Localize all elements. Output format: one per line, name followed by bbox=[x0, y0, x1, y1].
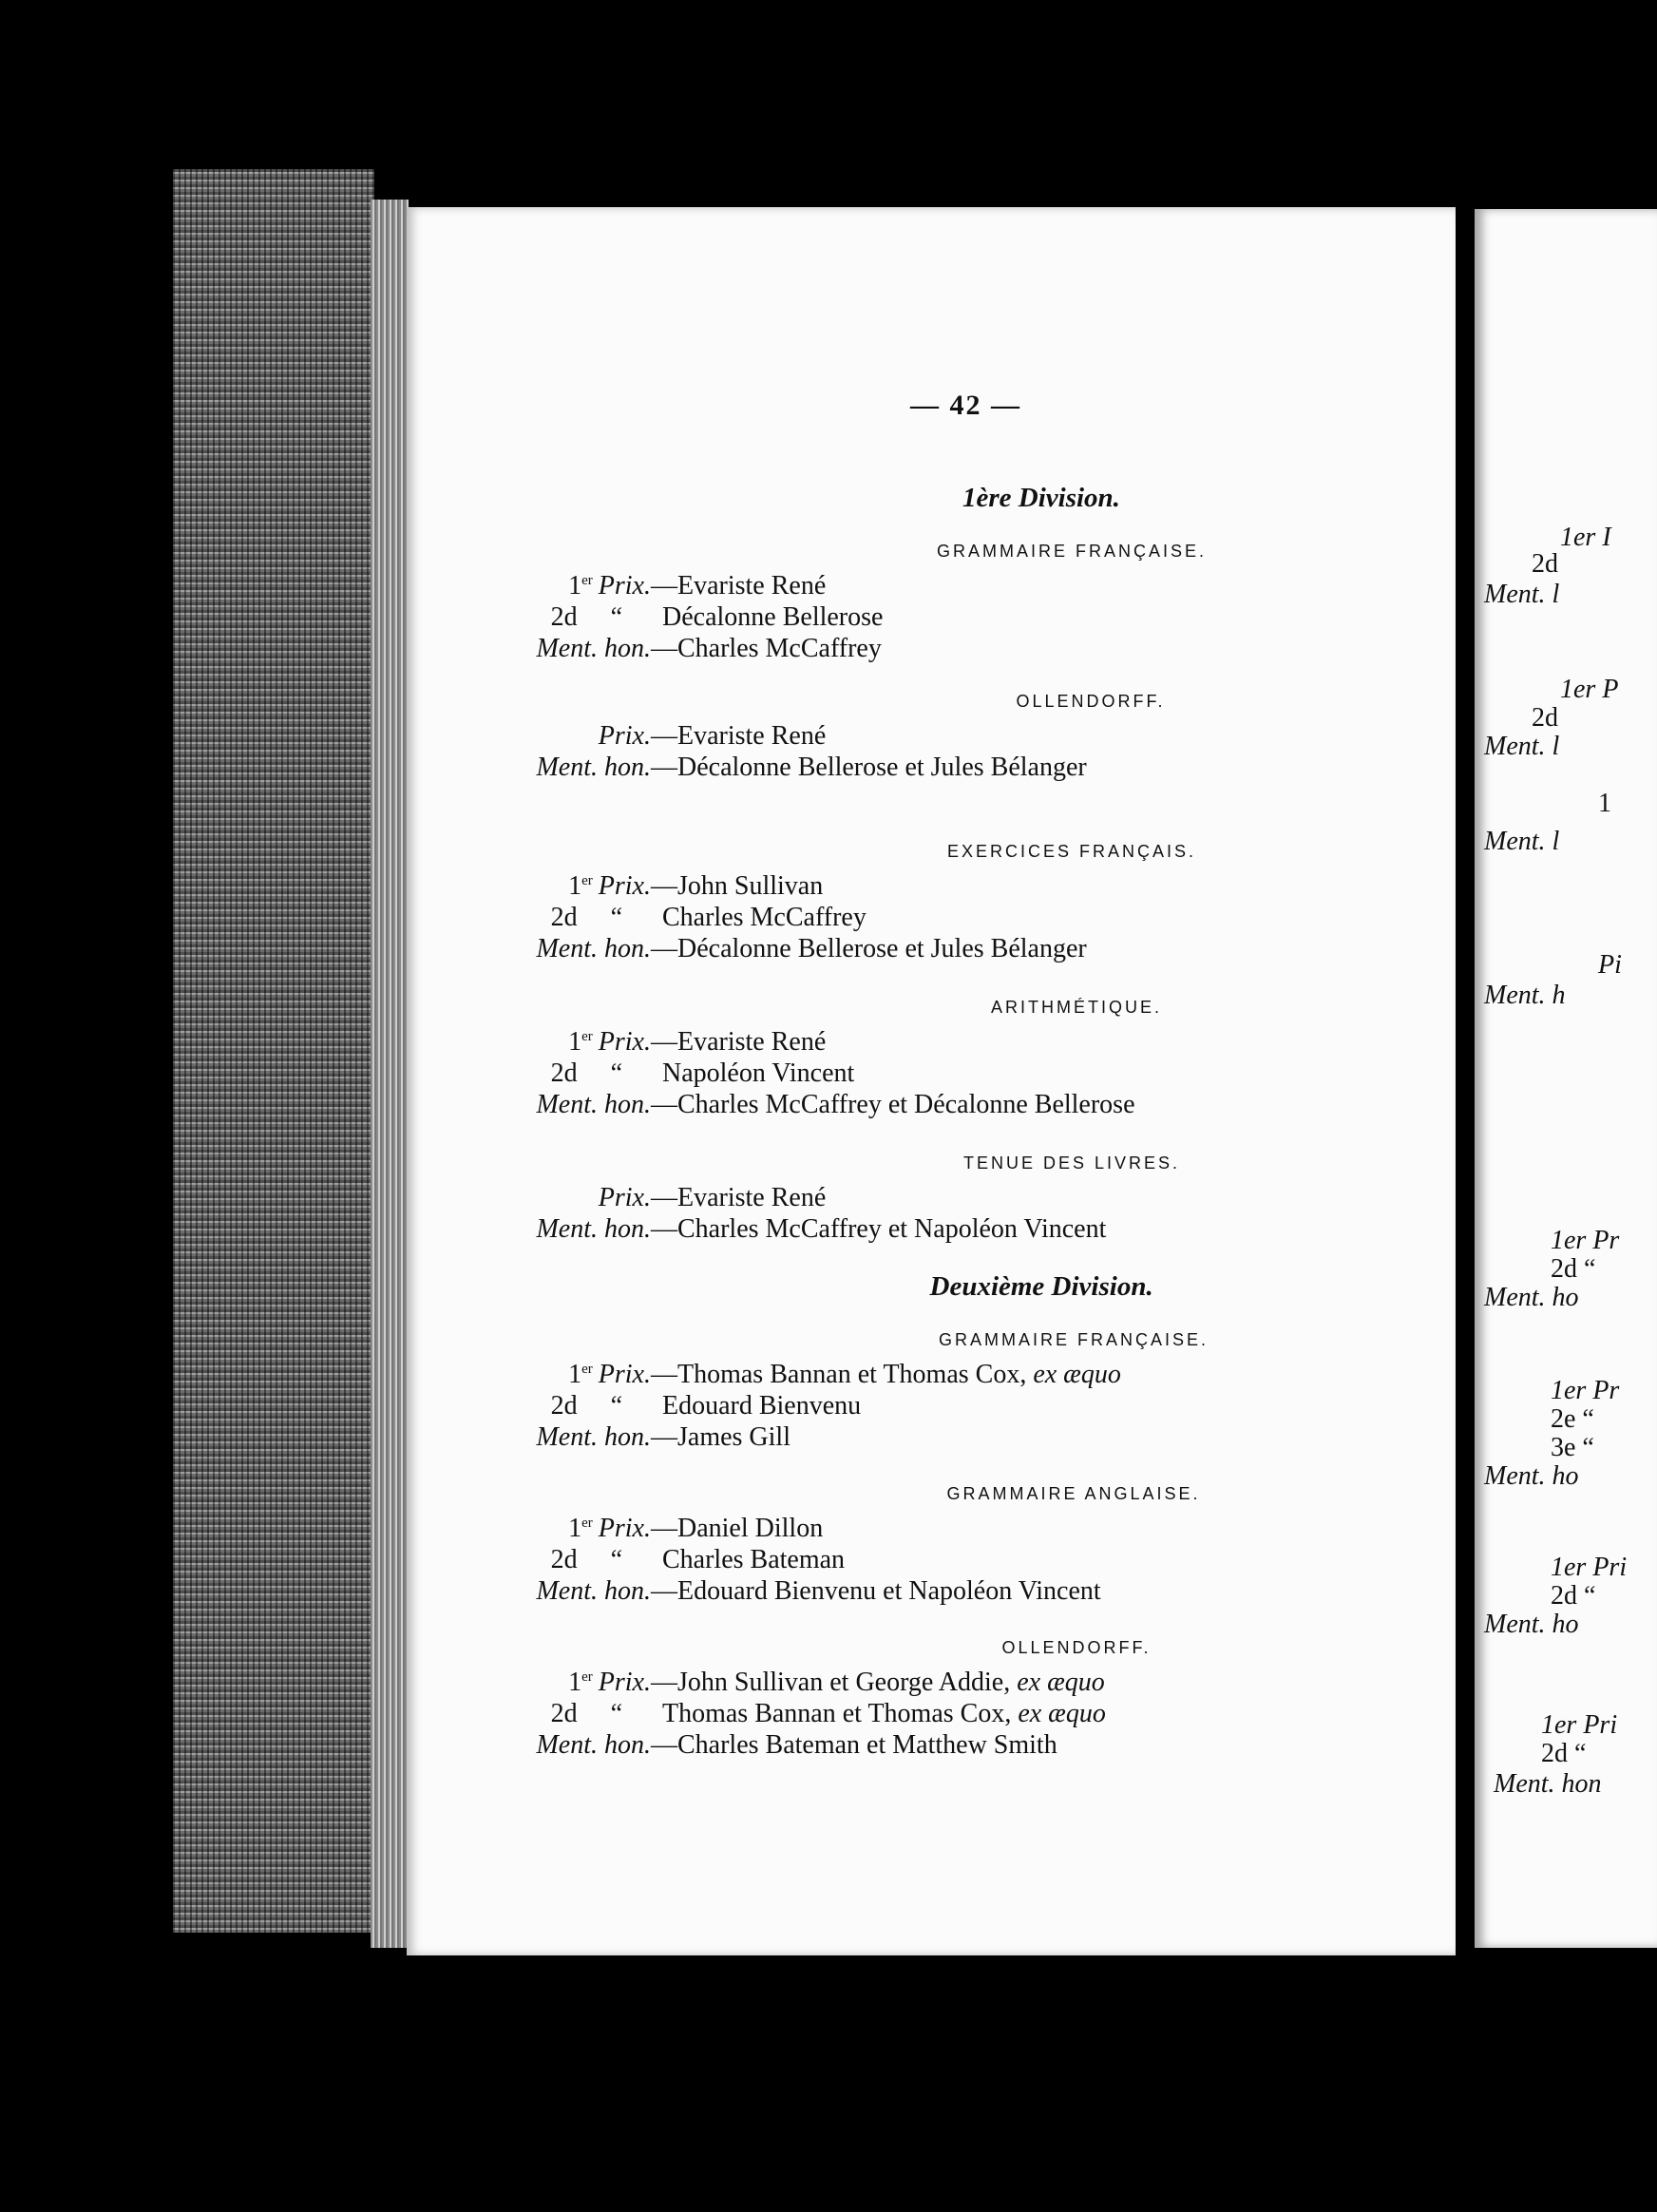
award-recipients bbox=[651, 1359, 1121, 1391]
section-heading: GRAMMAIRE ANGLAISE. bbox=[946, 1484, 1201, 1503]
award-label: Prix. bbox=[598, 721, 651, 751]
award-label: Ment. hon. bbox=[536, 1090, 651, 1119]
award-recipients bbox=[651, 752, 1087, 784]
award-label: Ment. hon. bbox=[536, 753, 651, 782]
section-heading: OLLENDORFF. bbox=[1001, 1638, 1152, 1657]
recipient-text: —Daniel Dillon bbox=[651, 1514, 824, 1543]
award-line bbox=[407, 1667, 1452, 1699]
award-line bbox=[407, 933, 1452, 965]
rank-ordinal: 2d bbox=[550, 1058, 578, 1088]
award-recipients bbox=[651, 1213, 1106, 1246]
award-rank bbox=[568, 1359, 651, 1391]
recipient-text: —Evariste René bbox=[651, 1027, 827, 1057]
award-recipients bbox=[651, 1513, 823, 1545]
award-rank bbox=[599, 720, 651, 753]
right-page-text-fragment: 2d “ bbox=[1551, 1254, 1596, 1284]
right-page-text-fragment: 1er Pri bbox=[1541, 1710, 1618, 1740]
award-line bbox=[407, 1213, 1452, 1246]
award-recipients bbox=[651, 933, 1087, 965]
recipient-text: —Thomas Bannan et Thomas Cox, bbox=[651, 1360, 1027, 1389]
award-recipients bbox=[651, 870, 823, 903]
right-page-text-fragment: 1er Pri bbox=[1551, 1553, 1628, 1582]
rank-ordinal: 2d bbox=[550, 1545, 578, 1574]
section-heading: GRAMMAIRE FRANÇAISE. bbox=[939, 1330, 1209, 1349]
award-label: “ bbox=[610, 1545, 622, 1574]
recipient-text: —John Sullivan bbox=[651, 871, 824, 901]
award-line bbox=[407, 752, 1452, 784]
ex-aequo-note: ex æquo bbox=[1017, 1668, 1105, 1697]
right-page-text-fragment: 2d “ bbox=[1551, 1581, 1596, 1611]
award-rank bbox=[536, 1089, 651, 1121]
award-label: “ bbox=[610, 1391, 622, 1421]
award-label: “ bbox=[610, 1699, 622, 1728]
award-rank bbox=[551, 902, 651, 934]
right-page-text-fragment: Ment. l bbox=[1484, 580, 1560, 609]
recipient-text: Thomas Bannan et Thomas Cox, bbox=[662, 1699, 1012, 1728]
award-line bbox=[407, 1089, 1452, 1121]
award-rank bbox=[551, 1058, 651, 1090]
award-line bbox=[407, 1513, 1452, 1545]
right-page-text-fragment: Ment. l bbox=[1484, 827, 1560, 856]
right-page-text-fragment: 1er I bbox=[1560, 523, 1611, 552]
rank-superscript: er bbox=[581, 1361, 593, 1377]
award-recipients bbox=[651, 1058, 854, 1090]
right-page-fragment bbox=[1475, 209, 1657, 1948]
book-page-stack bbox=[173, 169, 374, 1933]
right-page-text-fragment: 2d bbox=[1532, 549, 1558, 579]
section-heading: EXERCICES FRANÇAIS. bbox=[947, 842, 1197, 861]
right-page-text-fragment: Pi bbox=[1598, 950, 1622, 980]
recipient-text: —Evariste René bbox=[651, 571, 827, 601]
rank-superscript: er bbox=[581, 1515, 593, 1531]
right-page-text-fragment: 1 bbox=[1598, 789, 1611, 818]
award-recipients bbox=[651, 720, 826, 753]
recipient-text: —Evariste René bbox=[651, 721, 827, 751]
rank-ordinal: 2d bbox=[550, 1699, 578, 1728]
rank-ordinal: 1 bbox=[568, 1668, 582, 1697]
award-label: “ bbox=[610, 602, 622, 632]
award-line bbox=[407, 1575, 1452, 1608]
award-label: “ bbox=[610, 903, 622, 932]
award-rank bbox=[599, 1182, 651, 1214]
award-rank bbox=[536, 752, 651, 784]
recipient-text: —Charles McCaffrey bbox=[651, 634, 882, 663]
recipient-text: —Edouard Bienvenu et Napoléon Vincent bbox=[651, 1576, 1101, 1606]
award-line bbox=[407, 1026, 1452, 1058]
award-rank bbox=[551, 1544, 651, 1576]
right-page-text-fragment: 2e “ bbox=[1551, 1404, 1594, 1434]
right-page-text-fragment: Ment. h bbox=[1484, 981, 1566, 1010]
award-label: Ment. hon. bbox=[536, 634, 651, 663]
award-recipients bbox=[651, 902, 867, 934]
rank-superscript: er bbox=[581, 1669, 593, 1685]
award-label: Ment. hon. bbox=[536, 934, 651, 963]
award-rank bbox=[551, 1698, 651, 1730]
award-label: “ bbox=[610, 1058, 622, 1088]
right-page-text-fragment: 1er Pr bbox=[1551, 1376, 1620, 1405]
award-label: Prix. bbox=[598, 571, 651, 601]
award-rank bbox=[568, 570, 651, 602]
award-line bbox=[407, 1729, 1452, 1762]
award-line bbox=[407, 1390, 1452, 1422]
award-recipients bbox=[651, 1729, 1057, 1762]
right-page-text-fragment: 2d “ bbox=[1541, 1739, 1587, 1768]
right-page-text-fragment: 2d bbox=[1532, 703, 1558, 733]
right-page-text-fragment: 1er P bbox=[1560, 675, 1619, 704]
recipient-text: Napoléon Vincent bbox=[662, 1058, 855, 1088]
award-recipients bbox=[651, 1698, 1106, 1730]
right-page-text-fragment: 3e “ bbox=[1551, 1433, 1594, 1462]
award-rank bbox=[568, 1513, 651, 1545]
award-label: Prix. bbox=[598, 871, 651, 901]
award-line bbox=[407, 1421, 1452, 1454]
recipient-text: —Charles McCaffrey et Napoléon Vincent bbox=[651, 1214, 1107, 1244]
award-recipients bbox=[651, 1390, 861, 1422]
section-heading: OLLENDORFF. bbox=[1016, 692, 1166, 711]
award-rank bbox=[551, 1390, 651, 1422]
award-line bbox=[407, 870, 1452, 903]
recipient-text: —Décalonne Bellerose et Jules Bélanger bbox=[651, 934, 1087, 963]
right-page-text-fragment: 1er Pr bbox=[1551, 1226, 1620, 1255]
award-recipients bbox=[651, 1575, 1101, 1608]
rank-superscript: er bbox=[581, 1028, 593, 1044]
recipient-text: Charles McCaffrey bbox=[662, 903, 867, 932]
recipient-text: Charles Bateman bbox=[662, 1545, 846, 1574]
page-edge bbox=[371, 200, 409, 1948]
award-label: Ment. hon. bbox=[536, 1730, 651, 1760]
award-line bbox=[407, 1359, 1452, 1391]
award-rank bbox=[536, 633, 651, 665]
award-rank bbox=[568, 1026, 651, 1058]
award-line bbox=[407, 633, 1452, 665]
award-label: Prix. bbox=[598, 1183, 651, 1212]
section-heading: ARITHMÉTIQUE. bbox=[991, 998, 1163, 1017]
recipient-text: —Charles Bateman et Matthew Smith bbox=[651, 1730, 1057, 1760]
award-recipients bbox=[651, 1421, 790, 1454]
rank-ordinal: 1 bbox=[568, 571, 582, 601]
right-page-text-fragment: Ment. ho bbox=[1484, 1610, 1579, 1639]
section-heading: TENUE DES LIVRES. bbox=[963, 1154, 1181, 1173]
award-rank bbox=[536, 1729, 651, 1762]
award-recipients bbox=[651, 1667, 1105, 1699]
award-recipients bbox=[651, 1089, 1135, 1121]
ex-aequo-note: ex æquo bbox=[1033, 1360, 1121, 1389]
rank-ordinal: 2d bbox=[550, 1391, 578, 1421]
rank-ordinal: 1 bbox=[568, 871, 582, 901]
award-rank bbox=[536, 1421, 651, 1454]
rank-ordinal: 1 bbox=[568, 1514, 582, 1543]
award-label: Prix. bbox=[598, 1027, 651, 1057]
left-page bbox=[407, 207, 1456, 1955]
ex-aequo-note: ex æquo bbox=[1018, 1699, 1106, 1728]
award-label: Ment. hon. bbox=[536, 1214, 651, 1244]
award-recipients bbox=[651, 601, 883, 634]
rank-ordinal: 1 bbox=[568, 1360, 582, 1389]
division-title: Deuxième Division. bbox=[929, 1271, 1153, 1302]
award-rank bbox=[551, 601, 651, 634]
division-title: 1ère Division. bbox=[962, 483, 1120, 513]
award-line bbox=[407, 720, 1452, 753]
award-line bbox=[407, 1058, 1452, 1090]
rank-ordinal: 2d bbox=[550, 602, 578, 632]
award-recipients bbox=[651, 633, 882, 665]
right-page-text-fragment: Ment. ho bbox=[1484, 1283, 1579, 1312]
award-rank bbox=[568, 870, 651, 903]
right-page-text-fragment: Ment. ho bbox=[1484, 1461, 1579, 1491]
recipient-text: —Décalonne Bellerose et Jules Bélanger bbox=[651, 753, 1087, 782]
recipient-text: Décalonne Bellerose bbox=[662, 602, 884, 632]
award-label: Prix. bbox=[598, 1668, 651, 1697]
right-page-text-fragment: Ment. hon bbox=[1494, 1769, 1602, 1799]
recipient-text: —Charles McCaffrey et Décalonne Bellerose bbox=[651, 1090, 1135, 1119]
award-label: Ment. hon. bbox=[536, 1422, 651, 1452]
rank-superscript: er bbox=[581, 872, 593, 888]
right-page-text-fragment: Ment. l bbox=[1484, 732, 1560, 761]
award-rank bbox=[536, 933, 651, 965]
award-line bbox=[407, 601, 1452, 634]
rank-ordinal: 1 bbox=[568, 1027, 582, 1057]
award-rank bbox=[536, 1575, 651, 1608]
award-label: Prix. bbox=[598, 1514, 651, 1543]
section-heading: GRAMMAIRE FRANÇAISE. bbox=[937, 542, 1208, 561]
award-recipients bbox=[651, 1182, 826, 1214]
award-recipients bbox=[651, 1544, 845, 1576]
recipient-text: —Evariste René bbox=[651, 1183, 827, 1212]
award-line bbox=[407, 1182, 1452, 1214]
recipient-text: Edouard Bienvenu bbox=[662, 1391, 862, 1421]
award-line bbox=[407, 902, 1452, 934]
award-rank bbox=[568, 1667, 651, 1699]
recipient-text: —John Sullivan et George Addie, bbox=[651, 1668, 1011, 1697]
award-rank bbox=[536, 1213, 651, 1246]
award-line bbox=[407, 1698, 1452, 1730]
award-line bbox=[407, 1544, 1452, 1576]
award-line bbox=[407, 570, 1452, 602]
rank-ordinal: 2d bbox=[550, 903, 578, 932]
award-label: Ment. hon. bbox=[536, 1576, 651, 1606]
award-recipients bbox=[651, 570, 826, 602]
award-label: Prix. bbox=[598, 1360, 651, 1389]
page-number: — 42 — bbox=[910, 390, 1021, 421]
award-recipients bbox=[651, 1026, 826, 1058]
rank-superscript: er bbox=[581, 572, 593, 588]
recipient-text: —James Gill bbox=[651, 1422, 790, 1452]
